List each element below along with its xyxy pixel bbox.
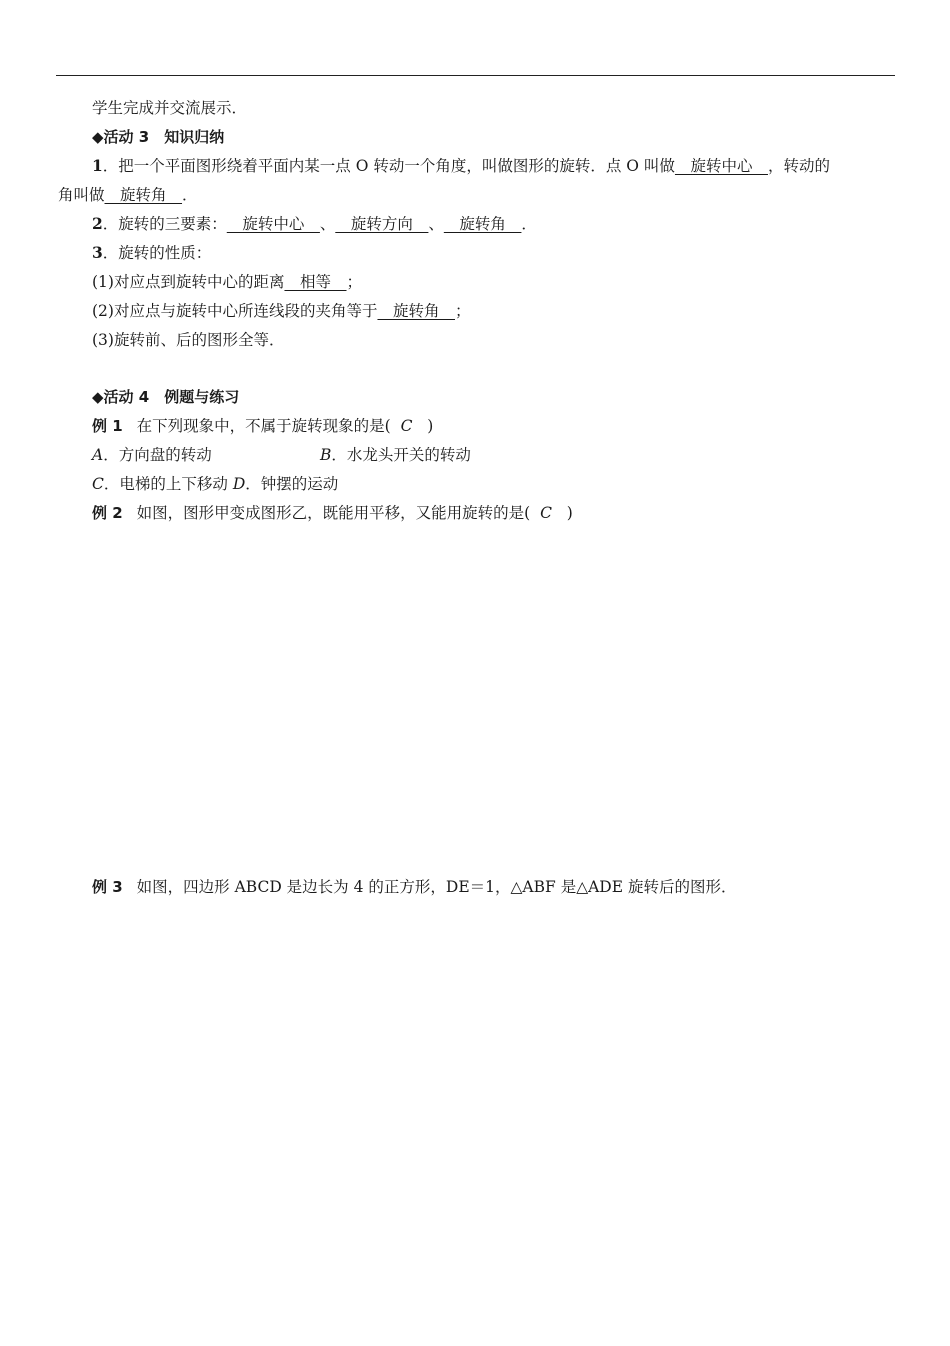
item1-line2 [58, 185, 198, 205]
item1-blank-angle: __旋转角__ [104, 186, 183, 204]
property-2 [92, 301, 471, 321]
property-3: (3)旋转前、后的图形全等． [92, 331, 285, 349]
item2-sep2: 、 [428, 215, 444, 233]
property-1 [92, 272, 362, 292]
item1-text-a: ．把一个平面图形绕着平面内某一点 O 转动一个角度，叫做图形的旋转．点 O 叫做 [102, 157, 675, 175]
example2-close: ) [566, 504, 573, 522]
example1-text: 在下列现象中，不属于旋转现象的是( [136, 417, 391, 435]
example2-answer: C [540, 504, 552, 522]
example1-label: 例 1 [92, 417, 123, 435]
option-a-letter: A [92, 446, 104, 464]
item1-text-b: ，转动的 [767, 157, 830, 175]
example1-option-a [92, 445, 212, 465]
item3-line [92, 243, 211, 263]
option-d-letter: D [232, 475, 246, 493]
property-1-end: ； [346, 273, 362, 291]
activity4-title: ◆活动 4 例题与练习 [92, 388, 240, 406]
example2-label: 例 2 [92, 504, 123, 522]
option-b-text: ．水龙头开关的转动 [331, 446, 471, 464]
option-d-text: ．钟摆的运动 [245, 475, 339, 493]
item2-text-end: ． [521, 215, 537, 233]
header-rule [56, 75, 895, 76]
option-c-text: ．电梯的上下移动 [103, 475, 228, 493]
example1-options-cd [92, 474, 338, 494]
option-a-text: ．方向盘的转动 [103, 446, 212, 464]
item2-line [92, 214, 537, 234]
item2-blank-direction: __旋转方向__ [335, 215, 429, 233]
option-c-letter: C [92, 475, 104, 493]
item1-line1 [92, 156, 892, 176]
intro-text: 学生完成并交流展示． [92, 99, 248, 117]
item2-blank-angle: __旋转角__ [443, 215, 522, 233]
property-1-blank: __相等__ [284, 273, 347, 291]
property-2-end: ； [454, 302, 471, 320]
property-2-text: (2)对应点与旋转中心所连线段的夹角等于 [92, 302, 378, 320]
option-b-letter: B [320, 446, 332, 464]
item3-number: 3 [92, 243, 103, 262]
property-2-blank: __旋转角__ [377, 302, 455, 320]
example2-question [92, 503, 573, 523]
item1-text-c: 角叫做 [58, 186, 105, 204]
item1-blank-center: __旋转中心__ [674, 157, 768, 175]
item3-text: ．旋转的性质： [102, 244, 212, 262]
item2-text-a: ．旋转的三要素： [102, 215, 227, 233]
item1-number: 1 [92, 156, 103, 175]
example3-text: 如图，四边形 ABCD 是边长为 4 的正方形，DE＝1，△ABF 是△ADE 旋转后的图形． [136, 878, 737, 896]
example3-question [92, 877, 736, 897]
example1-question [92, 416, 433, 436]
property-1-text: (1)对应点到旋转中心的距离 [92, 273, 285, 291]
example1-close: ) [427, 417, 434, 435]
example1-option-b [320, 445, 471, 465]
item1-text-d: ． [182, 186, 198, 204]
example3-label: 例 3 [92, 878, 123, 896]
example2-text: 如图，图形甲变成图形乙，既能用平移，又能用旋转的是( [136, 504, 531, 522]
activity3-title: ◆活动 3 知识归纳 [92, 128, 225, 146]
example1-answer: C [400, 417, 413, 435]
item2-blank-center: __旋转中心__ [226, 215, 320, 233]
item2-sep1: 、 [319, 215, 336, 233]
item2-number: 2 [92, 214, 103, 233]
